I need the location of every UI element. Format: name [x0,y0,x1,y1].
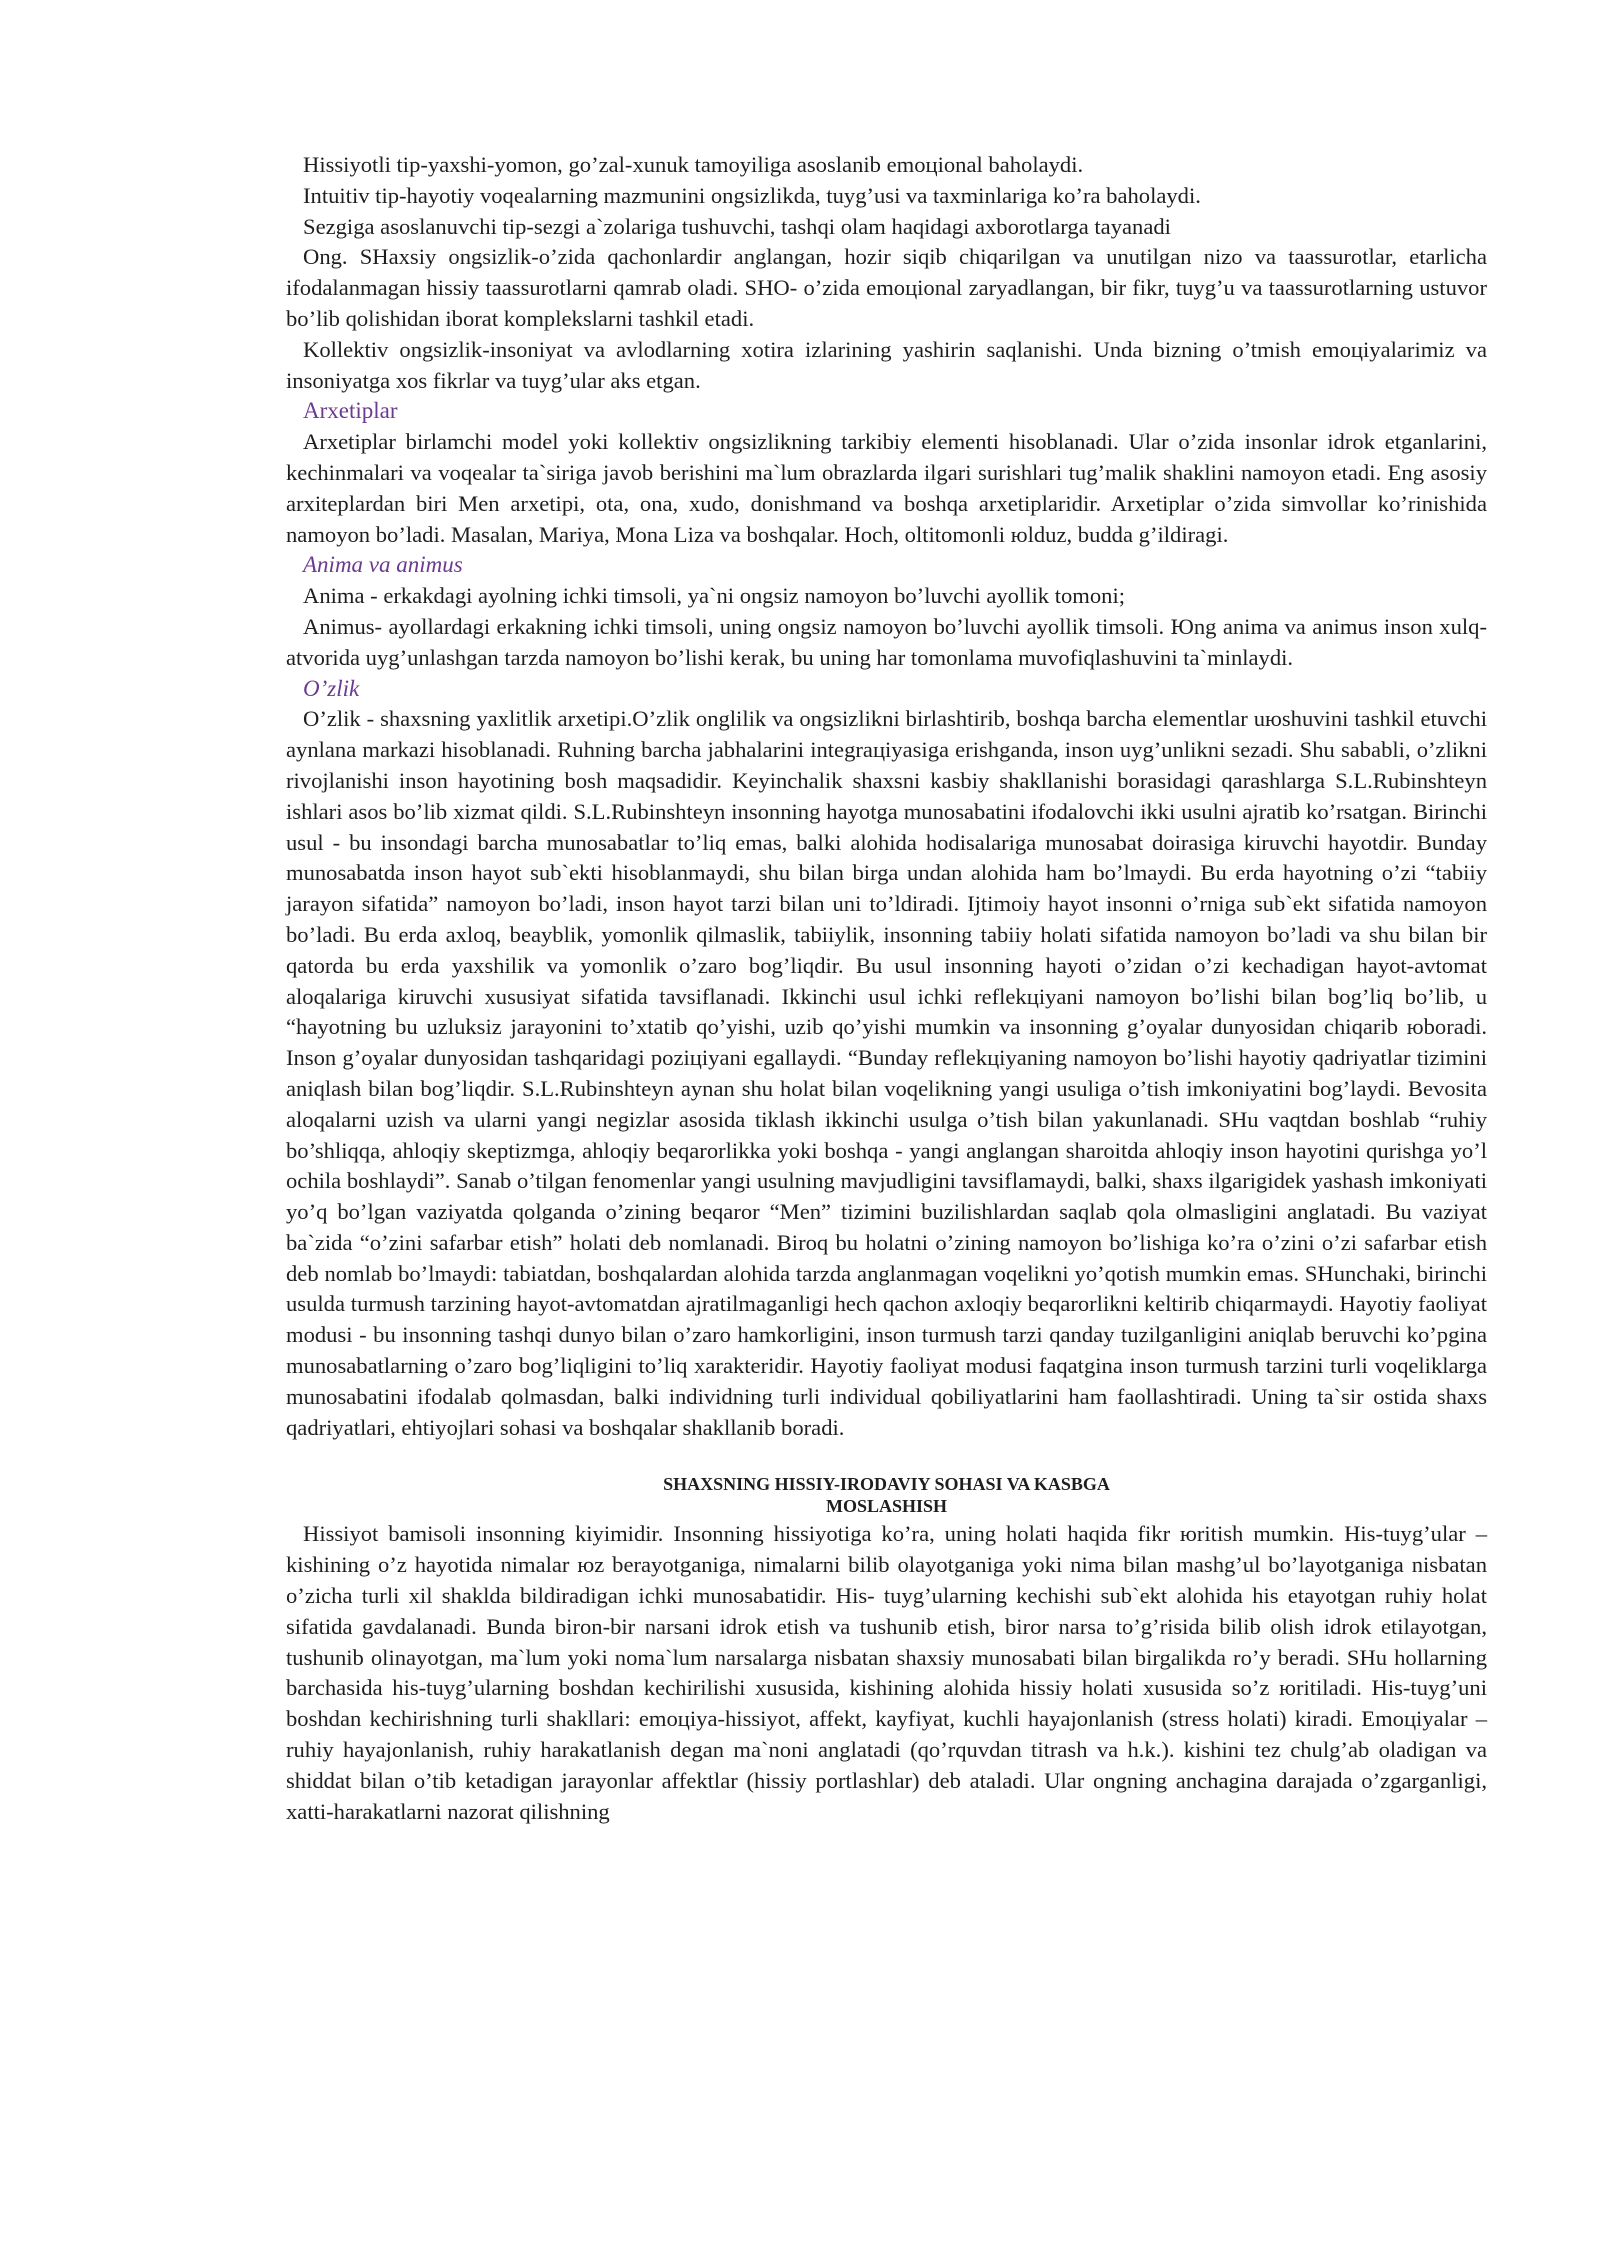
section-title-line-2: MOSLASHISH [825,1496,948,1517]
paragraph-ong: Ong. SHaxsiy ongsizlik-o’zida qachonlardir anglangan, hozir siqib chiqarilgan va unutilgan nizo va taassurotlar, etarlicha ifodalanmagan hissiy taassurotlarni qamrab oladi. SHO- o’zida emoцional zaryadlangan, bir fikr, tuyg’u va taassurotlarning ustuvor bo’lib qolishidan iborat komplekslarni tashkil etadi. [286,244,1487,331]
paragraph-sezgi-tip: Sezgiga asoslanuvchi tip-sezgi a`zolariga tushuvchi, tashqi olam haqidagi axborotlarga tayanadi [303,213,1171,239]
heading-anima-animus: Anima va animus [303,552,463,578]
paragraph-anima: Anima - erkakdagi ayolning ichki timsoli, ya`ni ongsiz namoyon bo’luvchi ayollik tomoni; [303,583,1126,609]
heading-ozlik: O’zlik [303,675,360,701]
paragraph-kollektiv-ongsizlik: Kollektiv ongsizlik-insoniyat va avlodlarning xotira izlarining yashirin saqlanishi. Unda bizning o’tmish emoцiyalarimiz va insoniyatga xos fikrlar va tuyg’ular aks etgan. [286,336,1487,393]
document-page [286,150,1487,1827]
paragraph-arxetiplar: Arxetiplar birlamchi model yoki kollektiv ongsizlikning tarkibiy elementi hisoblanadi. Ular o’zida insonlar idrok etganlarini, kechinmalari va voqealar ta`siriga javob berishini ma`lum obrazlarda ilgari surishlari tug’malik shaklini namoyon etadi. Eng asosiy arxiteplardan biri Men arxetipi, ota, ona, xudo, donishmand va boshqa arxetiplaridir. Arxetiplar o’zida simvollar ko’rinishida namoyon bo’ladi. Masalan, Mariya, Mona Liza va boshqalar. Hoch, oltitomonli юlduz, budda g’ildiragi. [286,429,1487,547]
paragraph-hissiyotli-tip: Hissiyotli tip-yaxshi-yomon, go’zal-xunuk tamoyiliga asoslanib emoцional baholaydi. [303,152,1084,177]
paragraph-hissiyot: Hissiyot bamisoli insonning kiyimidir. Insonning hissiyotiga ko’ra, uning holati haqida fikr юritish mumkin. His-tuyg’ular – kishining o’z hayotida nimalar юz berayotganiga, nimalarni bilib olayotganiga yoki nima bilan mashg’ul bo’layotganiga nisbatan o’zicha turli xil shaklda bildiradigan ichki munosabatidir. His- tuyg’ularning kechishi sub`ekt alohida his etayotgan ruhiy holat sifatida gavdalanadi. Bunda biron-bir narsani idrok etish va tushunib etish, biror narsa to’g’risida bilib olish idrok etilayotgan, tushunib olinayotgan, ma`lum yoki noma`lum narsalarga nisbatan shaxsiy munosabati bilan birgalikda ro’y beradi. SHu hollarning barchasida his-tuyg’ularning boshdan kechirilishi xususida, kishining alohida hissiy holati xususida so’z юritiladi. His-tuyg’uni boshdan kechirishning turli shakllari: emoцiya-hissiyot, affekt, kayfiyat, kuchli hayajonlanish (stress holati) kiradi. Emoцiyalar – ruhiy hayajonlanish, ruhiy harakatlanish degan ma`noni anglatadi (qo’rquvdan titrash va h.k.). kishini tez chulg’ab oladigan va shiddat bilan o’tib ketadigan jarayonlar affektlar (hissiy portlashlar) deb ataladi. Ular ongning anchagina darajada o’zgarganligi, xatti-harakatlarni nazorat qilishning [286,1521,1487,1824]
paragraph-intuitiv-tip: Intuitiv tip-hayotiy voqealarning mazmunini ongsizlikda, tuyg’usi va taxminlariga ko’ra baholaydi. [303,182,1201,208]
section-title [286,1473,1487,1517]
paragraph-ozlik: O’zlik - shaxsning yaxlitlik arxetipi.O’zlik onglilik va ongsizlikni birlashtirib, boshqa barcha elementlar uюshuvini tashkil etuvchi aynlana markazi hisoblanadi. Ruhning barcha jabhalarini integraцiyasiga erishganda, inson uyg’unlikni sezadi. Shu sababli, o’zlikni rivojlanishi inson hayotining bosh maqsadidir. Keyinchalik shaxsni kasbiy shakllanishi borasidagi qarashlarga S.L.Rubinshteyn ishlari asos bo’lib xizmat qildi. S.L.Rubinshteyn insonning hayotga munosabatini ifodalovchi ikki usulni ajratib ko’rsatgan. Birinchi usul - bu insondagi barcha munosabatlar to’liq emas, balki alohida hodisalariga munosabat doirasiga kiruvchi hayotdir. Bunday munosabatda inson hayot sub`ekti hisoblanmaydi, shu bilan birga undan alohida ham bo’lmaydi. Bu erda hayotning o’zi “tabiiy jarayon sifatida” namoyon bo’ladi, inson hayot tarzi bilan uni to’ldiradi. Ijtimoiy hayot insonni o’rniga sub`ekt sifatida namoyon bo’ladi. Bu erda axloq, beayblik, yomonlik qilmaslik, tabiiylik, insonning tabiiy holati sifatida namoyon bo’ladi va shu bilan bir qatorda bu erda yaxshilik va yomonlik o’zaro bog’liqdir. Bu usul insonning hayoti o’zidan o’zi kechadigan hayot-avtomat aloqalariga kiruvchi xususiyat sifatida tavsiflanadi. Ikkinchi usul ichki reflekцiyani namoyon bo’lishi bilan bog’liq bo’lib, u “hayotning bu uzluksiz jarayonini to’xtatib qo’yishi, uzib qo’yishi mumkin va insonning g’oyalar dunyosidan chiqarib юboradi. Inson g’oyalar dunyosidan tashqaridagi poziцiyani egallaydi. “Bunday reflekцiyaning namoyon bo’lishi hayotiy qadriyatlar tizimini aniqlash bilan bog’liqdir. S.L.Rubinshteyn aynan shu holat bilan voqelikning yangi usuliga o’tish imkoniyatini bog’laydi. Bevosita aloqalarni uzish va ularni yangi negizlar asosida tiklash ikkinchi usulga o’tish bilan yakunlanadi. SHu vaqtdan boshlab “ruhiy bo’shliqqa, ahloqiy skeptizmga, ahloqiy beqarorlikka yoki boshqa - yangi anglangan sharoitda ahloqiy inson hayotini qurishga yo’l ochila boshlaydi”. Sanab o’tilgan fenomenlar yangi usulning mavjudligini tavsiflamaydi, balki, shaxs ilgarigidek yashash imkoniyati yo’q bo’lgan vaziyatda qolganda o’zining beqaror “Men” tizimini buzilishlardan saqlab qola olmasligini anglatadi. Bu vaziyat ba`zida “o’zini safarbar etish” holati deb nomlanadi. Biroq bu holatni o’zining namoyon bo’lishiga ko’ra o’zini o’zi safarbar etish deb nomlab bo’lmaydi: tabiatdan, boshqalardan alohida tarzda anglanmagan voqelikni yo’qotish mumkin emas. SHunchaki, birinchi usulda turmush tarzining hayot-avtomatdan ajratilmaganligi hech qachon axloqiy beqarorlikni keltirib chiqarmaydi. Hayotiy faoliyat modusi - bu insonning tashqi dunyo bilan o’zaro hamkorligini, inson turmush tarzi qanday tuzilganligini aniqlab beruvchi ko’pgina munosabatlarning o’zaro bog’liqligini to’liq xarakteridir. Hayotiy faoliyat modusi faqatgina inson turmush tarzini turli voqeliklarga munosabatini ifodalab qolmasdan, balki individning turli individual qobiliyatlarini ham faollashtiradi. Uning ta`sir ostida shaxs qadriyatlari, ehtiyojlari sohasi va boshqalar shakllanib boradi. [286,706,1487,1440]
heading-arxetiplar: Arxetiplar [303,398,398,424]
paragraph-animus: Animus- ayollardagi erkakning ichki timsoli, uning ongsiz namoyon bo’luvchi ayollik timsoli. Юng anima va animus inson xulq-atvorida uyg’unlashgan tarzda namoyon bo’lishi kerak, bu uning har tomonlama muvofiqlashuvini ta`minlaydi. [286,613,1487,670]
section-title-line-1: SHAXSNING HISSIY-IRODAVIY SOHASI VA KASBGA [663,1474,1110,1495]
